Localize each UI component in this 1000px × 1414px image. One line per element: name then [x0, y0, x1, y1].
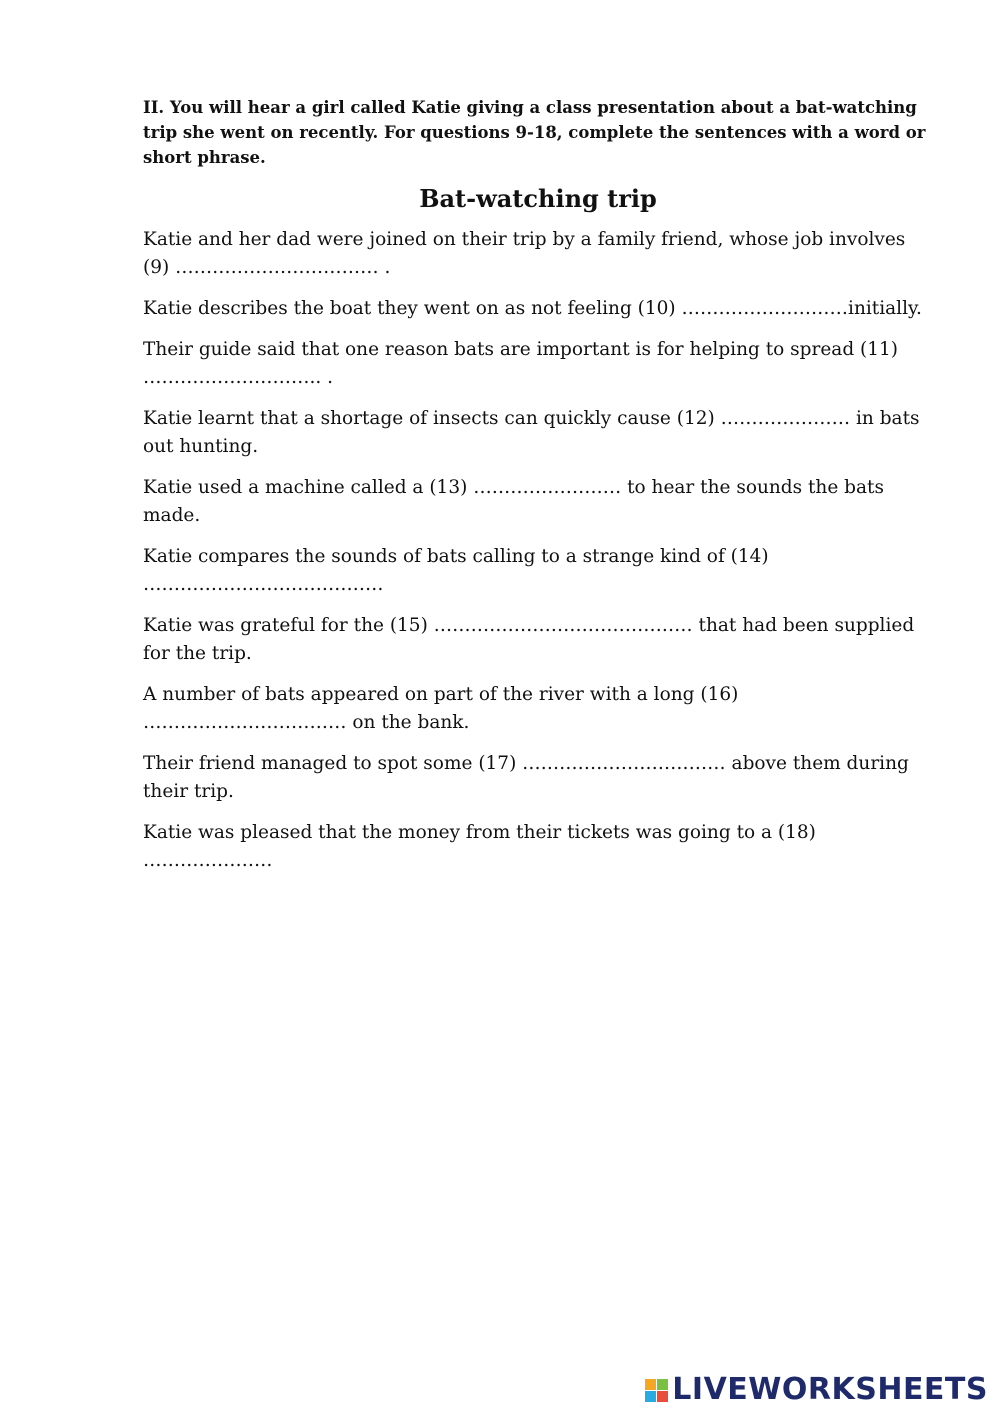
- instructions-text: II. You will hear a girl called Katie giving a class presentation about a bat-watching trip she went on recently. For questions 9-18, complete the sentences with a word or short phrase.: [143, 98, 926, 167]
- question-list: [143, 226, 933, 875]
- question-10: Katie describes the boat they went on as not feeling (10) ………………………initially.: [143, 298, 922, 319]
- question-12: Katie learnt that a shortage of insects can quickly cause (12) ………………… in bats out hunting.: [143, 408, 920, 457]
- question-14: Katie compares the sounds of bats calling to a strange kind of (14) …………………………………: [143, 546, 769, 595]
- question-17: Their friend managed to spot some (17) …………………………… above them during their trip.: [143, 753, 909, 802]
- question-9: Katie and her dad were joined on their trip by a family friend, whose job involves (9) …………………………… .: [143, 229, 906, 278]
- question-15: Katie was grateful for the (15) …………………………………… that had been supplied for the trip.: [143, 615, 915, 664]
- worksheet-page: [143, 95, 933, 888]
- question-11: Their guide said that one reason bats are important is for helping to spread (11) ……………………….. .: [143, 339, 899, 388]
- logo-text: LIVEWORKSHEETS: [672, 1372, 988, 1407]
- question-13: Katie used a machine called a (13) …………………… to hear the sounds the bats made.: [143, 477, 884, 526]
- mark-square: [645, 1391, 656, 1402]
- question-18: Katie was pleased that the money from their tickets was going to a (18) …………………: [143, 822, 816, 871]
- mark-square: [657, 1391, 668, 1402]
- liveworksheets-mark-icon: [645, 1379, 668, 1402]
- liveworksheets-logo[interactable]: [645, 1374, 988, 1406]
- mark-square: [657, 1379, 668, 1390]
- page-title: Bat-watching trip: [419, 184, 657, 213]
- question-16: A number of bats appeared on part of the river with a long (16) …………………………… on the bank.: [143, 684, 739, 733]
- mark-square: [645, 1379, 656, 1390]
